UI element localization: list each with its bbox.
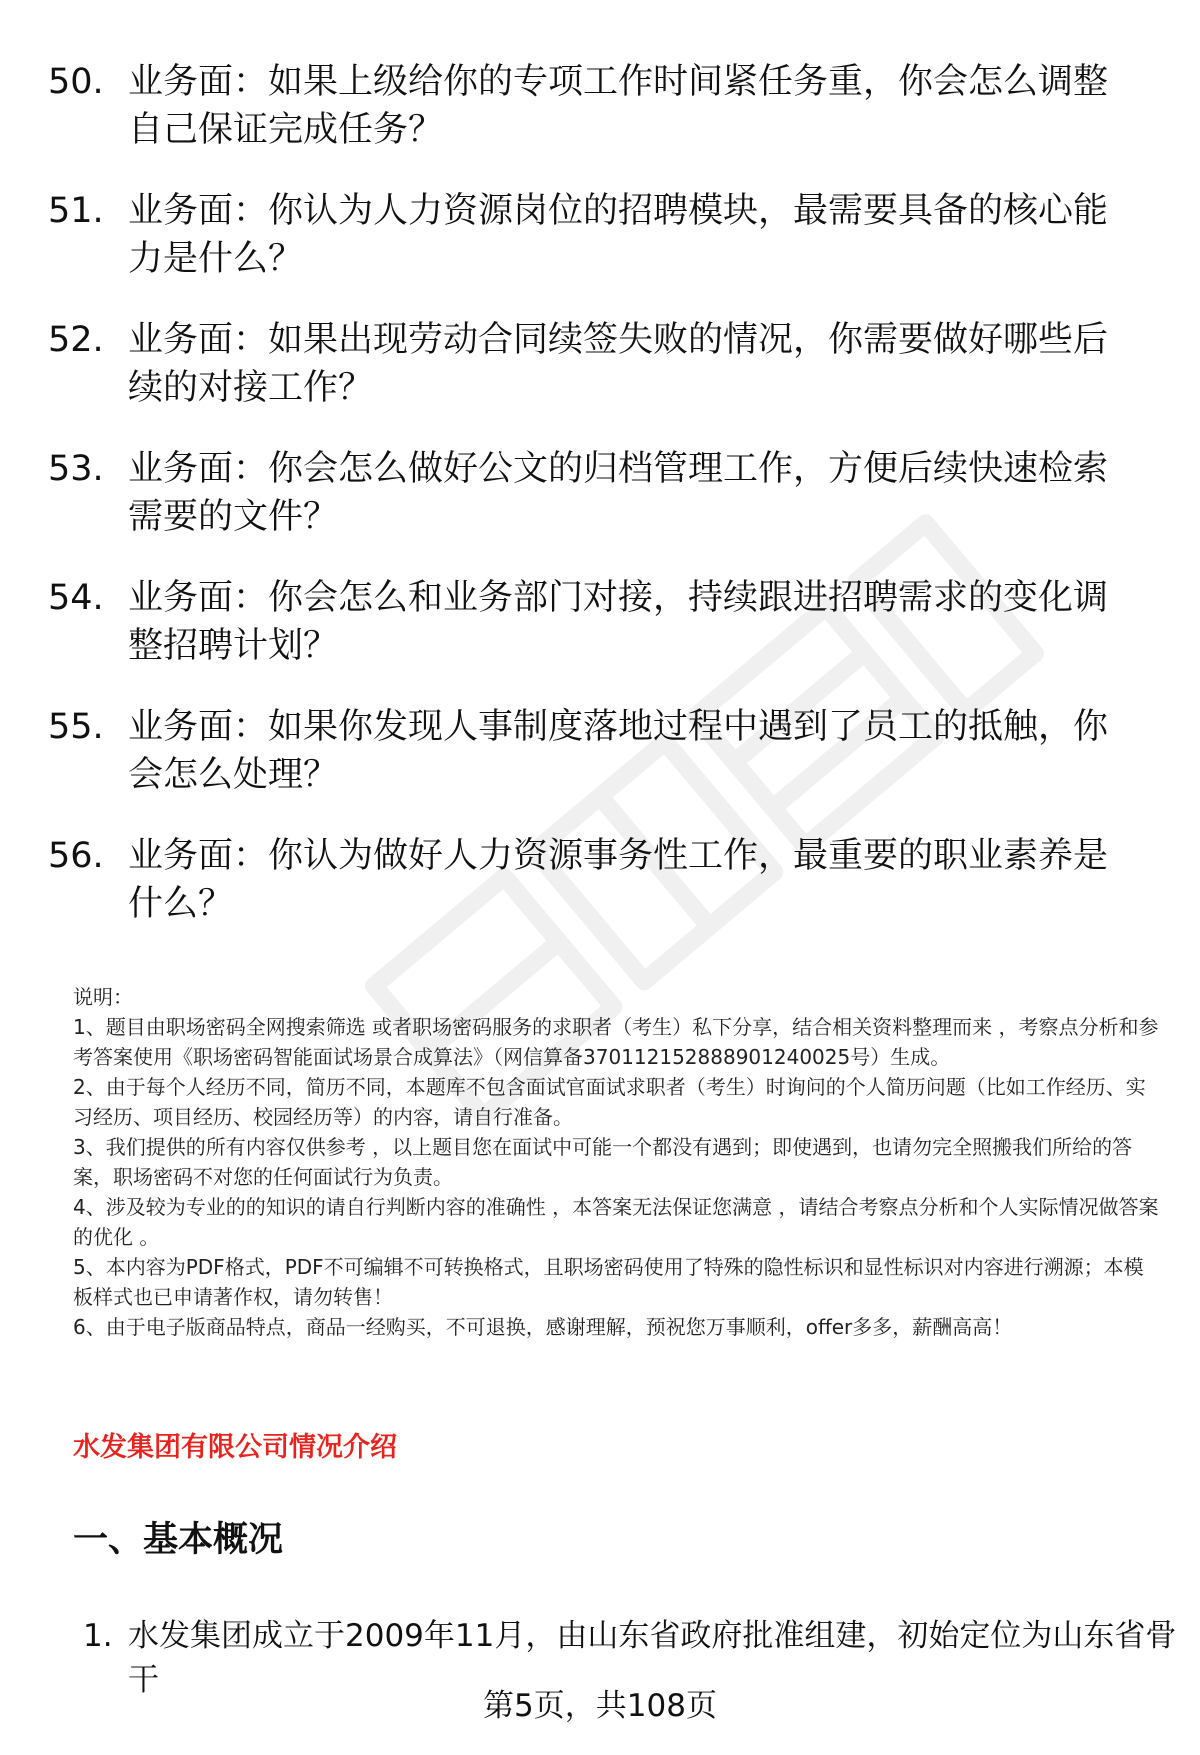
question-text: 业务面：如果出现劳动合同续签失败的情况，你需要做好哪些后续的对接工作？	[128, 320, 1109, 408]
question-text: 业务面：如果你发现人事制度落地过程中遇到了员工的抵触，你会怎么处理？	[128, 707, 1109, 795]
question-number: 51.	[48, 191, 104, 231]
note-item: 6、由于电子版商品特点，商品一经购买，不可退换，感谢理解，预祝您万事顺利，offer多多，薪酬高高！	[73, 1315, 1013, 1339]
question-number: 50.	[48, 62, 104, 102]
question-item	[48, 832, 1148, 928]
page-footer: 第5页，共108页	[483, 1688, 717, 1724]
question-item	[48, 58, 1148, 154]
question-text: 业务面：你认为做好人力资源事务性工作，最重要的职业素养是什么？	[128, 836, 1109, 924]
question-item	[48, 574, 1148, 670]
company-heading: 水发集团有限公司情况介绍	[73, 1432, 397, 1463]
note-item: 1、题目由职场密码全网搜索筛选 或者职场密码服务的求职者（考生）私下分享，结合相关资料整理而来 ，考察点分析和参考答案使用《职场密码智能面试场景合成算法》（网信算备370112152888901240025号）生成。	[73, 1015, 1159, 1069]
question-number: 53.	[48, 449, 104, 489]
question-item	[48, 703, 1148, 799]
question-text: 业务面：你会怎么和业务部门对接，持续跟进招聘需求的变化调整招聘计划？	[128, 578, 1109, 666]
notes-title: 说明：	[73, 985, 133, 1009]
note-item: 4、涉及较为专业的的知识的请自行判断内容的准确性 ，本答案无法保证您满意 ，请结合考察点分析和个人实际情况做答案的优化 。	[73, 1195, 1159, 1249]
question-number: 52.	[48, 320, 104, 360]
question-number: 55.	[48, 707, 104, 747]
question-item	[48, 445, 1148, 541]
intro-number: 1.	[83, 1618, 113, 1654]
note-item: 5、本内容为PDF格式，PDF不可编辑不可转换格式，且职场密码使用了特殊的隐性标识和显性标识对内容进行溯源；本模板样式也已申请著作权，请勿转售！	[73, 1255, 1144, 1309]
note-item: 3、我们提供的所有内容仅供参考 ，以上题目您在面试中可能一个都没有遇到；即使遇到，也请勿完全照搬我们所给的答案，职场密码不对您的任何面试行为负责。	[73, 1135, 1133, 1189]
question-number: 56.	[48, 836, 104, 876]
question-text: 业务面：你认为人力资源岗位的招聘模块，最需要具备的核心能力是什么？	[128, 191, 1109, 279]
question-list	[48, 58, 1148, 961]
question-text: 业务面：如果上级给你的专项工作时间紧任务重，你会怎么调整自己保证完成任务？	[128, 62, 1109, 150]
question-number: 54.	[48, 578, 104, 618]
question-item	[48, 316, 1148, 412]
intro-text: 水发集团成立于2009年11月，由山东省政府批准组建，初始定位为山东省骨干	[128, 1618, 1177, 1698]
notes-section	[73, 982, 1163, 1342]
question-item	[48, 187, 1148, 283]
question-text: 业务面：你会怎么做好公文的归档管理工作，方便后续快速检索需要的文件？	[128, 449, 1109, 537]
section-heading: 一、基本概况	[73, 1520, 284, 1560]
note-item: 2、由于每个人经历不同，简历不同，本题库不包含面试官面试求职者（考生）时询问的个人简历问题（比如工作经历、实习经历、项目经历、校园经历等）的内容，请自行准备。	[73, 1075, 1146, 1129]
